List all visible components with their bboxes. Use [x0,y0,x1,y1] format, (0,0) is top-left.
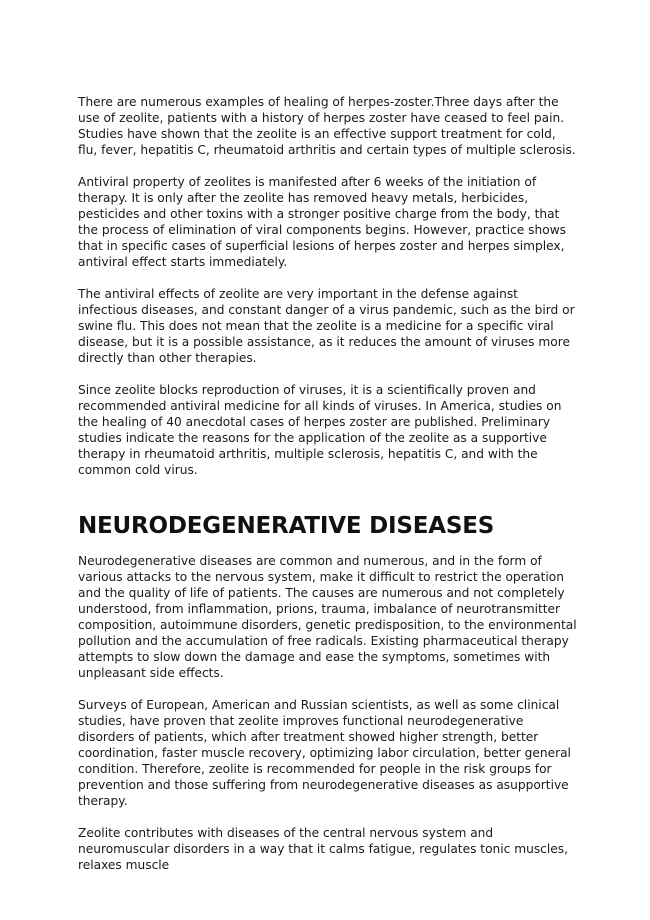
paragraph-antiviral-effects: The antiviral effects of zeolite are very important in the defense against infectious diseases, and constant danger of a virus pandemic, such as the bird or swine flu. This does not mean that the zeolite is a medicine for a specific viral disease, but it is a possible assistance, as it reduces the amount of viruses more directly than other therapies. [78,287,575,365]
paragraph-antiviral-property: Antiviral property of zeolites is manifested after 6 weeks of the initiation of therapy. It is only after the zeolite has removed heavy metals, herbicides, pesticides and other toxins with a stronger positive charge from the body, that the process of elimination of viral components begins. However, practice shows that in specific cases of superficial lesions of herpes zoster and herpes simplex, antiviral effect starts immediately. [78,175,567,269]
paragraph-neurodegenerative-intro: Neurodegenerative diseases are common and numerous, and in the form of various attacks to the nervous system, make it difficult to restrict the operation and the quality of life of patients. The causes are numerous and not completely understood, from inflammation, prions, trauma, imbalance of neurotransmitter composition, autoimmune disorders, genetic predisposition, to the environmental pollution and the accumulation of free radicals. Existing pharmaceutical therapy attempts to slow down the damage and ease the symptoms, sometimes with unpleasant side effects. [78,554,577,680]
paragraph-herpes-zoster-healing: There are numerous examples of healing of herpes-zoster.Three days after the use of zeolite, patients with a history of herpes zoster have ceased to feel pain. Studies have shown that the zeolite is an effective support treatment for cold, flu, fever, hepatitis C, rheumatoid arthritis and certain types of multiple sclerosis. [78,95,576,157]
document-body [78,94,578,889]
paragraph-surveys: Surveys of European, American and Russian scientists, as well as some clinical studies, have proven that zeolite improves functional neurodegenerative disorders of patients, which after treatment showed higher strength, better coordination, faster muscle recovery, optimizing labor circulation, better general condition. Therefore, zeolite is recommended for people in the risk groups for prevention and those suffering from neurodegenerative diseases as asupportive therapy. [78,698,571,808]
paragraph-virus-reproduction: Since zeolite blocks reproduction of viruses, it is a scientifically proven and recommended antiviral medicine for all kinds of viruses. In America, studies on the healing of 40 anecdotal cases of herpes zoster are published. Preliminary studies indicate the reasons for the application of the zeolite as a supportive therapy in rheumatoid arthritis, multiple sclerosis, hepatitis C, and with the common cold virus. [78,383,562,477]
paragraph-cns-disorders: Zeolite contributes with diseases of the central nervous system and neuromuscular disorders in a way that it calms fatigue, regulates tonic muscles, relaxes muscle [78,826,568,872]
section-heading: NEURODEGENERATIVE DISEASES [78,513,495,539]
